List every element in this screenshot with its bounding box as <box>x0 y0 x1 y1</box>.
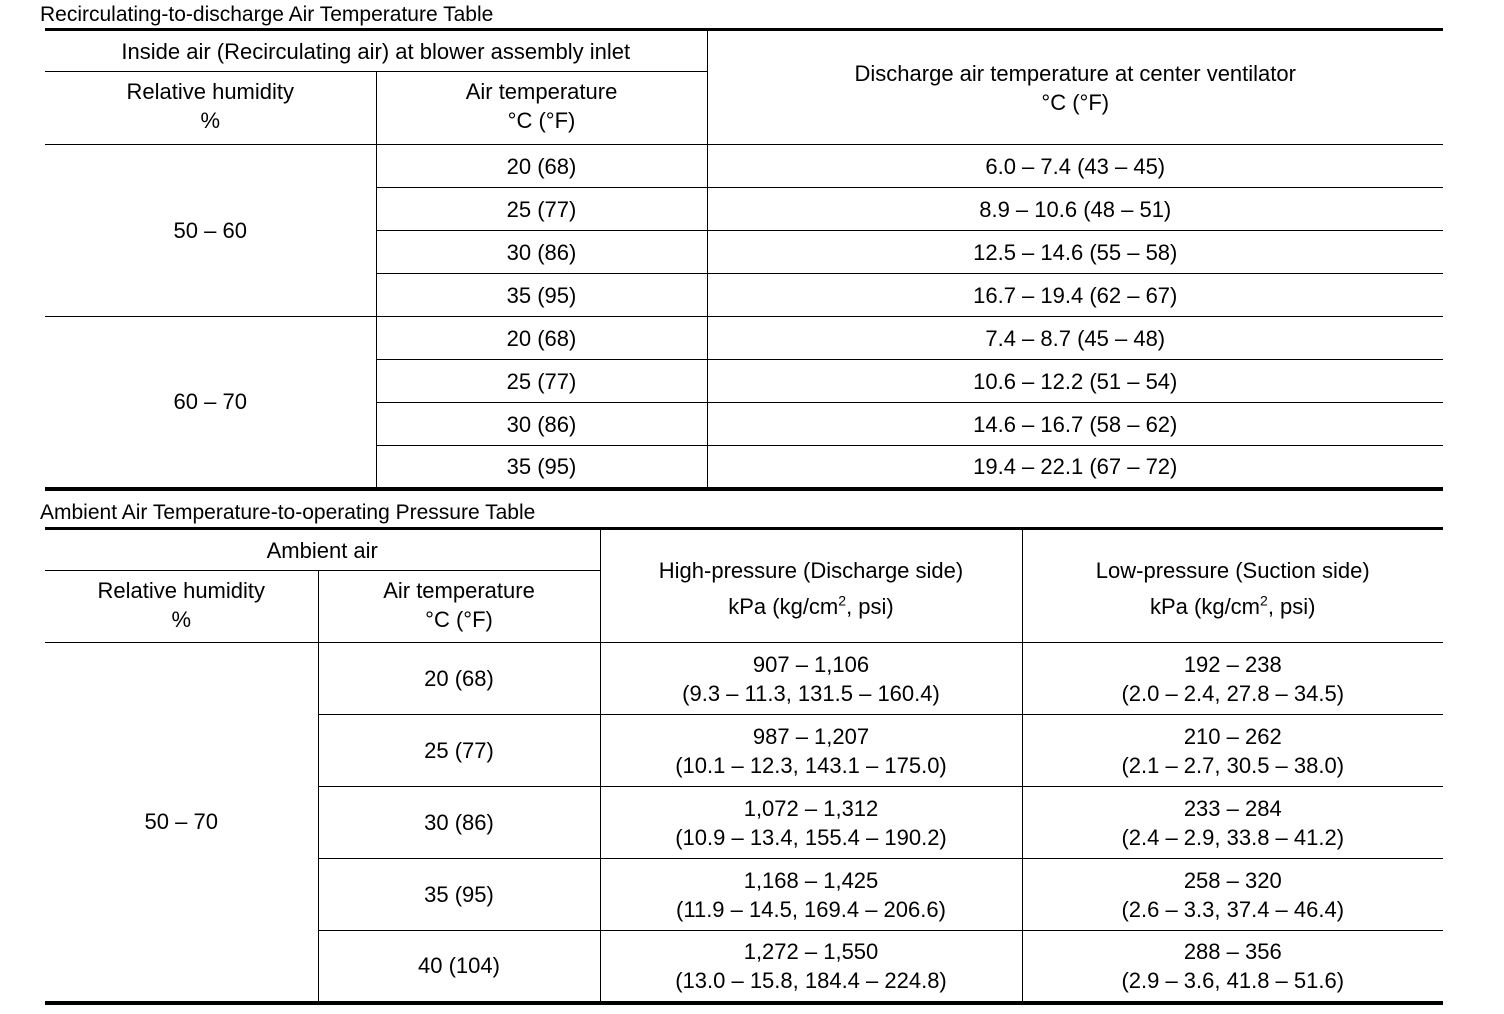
table1-rh-header <box>45 72 376 145</box>
table2-low-conv: (2.4 – 2.9, 33.8 – 41.2) <box>1121 824 1345 850</box>
table1-header-row-1 <box>45 30 1443 72</box>
unit-prefix: kPa (kg/cm <box>728 594 839 619</box>
table2-high-cell <box>600 931 1022 1003</box>
table2-high-header-unit <box>601 589 1022 625</box>
table2-low-cell <box>1022 643 1443 715</box>
table2-high-cell <box>600 787 1022 859</box>
unit-superscript: 2 <box>838 592 847 609</box>
table2-high-conv: (10.1 – 12.3, 143.1 – 175.0) <box>675 752 947 778</box>
table1-rh-header-label: Relative humidity <box>126 79 294 104</box>
table2-low-conv: (2.1 – 2.7, 30.5 – 38.0) <box>1121 752 1345 778</box>
table1-discharge-cell: 10.6 – 12.2 (51 – 54) <box>707 360 1443 403</box>
table2-low-kpa: 210 – 262 <box>1183 723 1282 749</box>
table2-low-conv: (2.9 – 3.6, 41.8 – 51.6) <box>1121 967 1345 993</box>
table2-high-cell <box>600 643 1022 715</box>
table2-low-cell <box>1022 931 1443 1003</box>
table2-temp-cell: 30 (86) <box>318 787 600 859</box>
table2-high-conv: (11.9 – 14.5, 169.4 – 206.6) <box>676 896 946 922</box>
table1-group-header: Inside air (Recirculating air) at blower assembly inlet <box>45 30 707 72</box>
table2-low-cell <box>1022 787 1443 859</box>
table2-high-header-label: High-pressure (Discharge side) <box>658 558 964 583</box>
table2-caption: Ambient Air Temperature-to-operating Pressure Table <box>40 501 536 524</box>
table2-low-kpa: 192 – 238 <box>1183 651 1282 677</box>
table2-high-kpa: 1,272 – 1,550 <box>743 938 879 964</box>
table2-high-cell <box>600 715 1022 787</box>
table2-header-row-1 <box>45 529 1443 571</box>
table1-discharge-cell: 19.4 – 22.1 (67 – 72) <box>707 446 1443 489</box>
table-row <box>45 317 1443 360</box>
table2-high-conv: (10.9 – 13.4, 155.4 – 190.2) <box>675 824 947 850</box>
table2-high-kpa: 1,168 – 1,425 <box>743 867 879 893</box>
table-row <box>45 643 1443 715</box>
table1-discharge-cell: 6.0 – 7.4 (43 – 45) <box>707 145 1443 188</box>
table2-rh-header-unit: % <box>171 607 192 632</box>
recirculating-discharge-table <box>45 28 1443 491</box>
unit-superscript: 2 <box>1260 592 1268 609</box>
table2-low-cell <box>1022 715 1443 787</box>
table2-high-kpa: 1,072 – 1,312 <box>743 795 879 821</box>
table1-rh-cell: 50 – 60 <box>45 145 376 317</box>
table1-temp-cell: 25 (77) <box>376 360 707 403</box>
table1-discharge-header-unit: °C (°F) <box>1041 89 1110 115</box>
table2-low-header-label: Low-pressure (Suction side) <box>1095 558 1370 583</box>
table2-high-kpa: 987 – 1,207 <box>752 723 870 749</box>
table2-group-header: Ambient air <box>45 529 600 571</box>
table1-air-temp-header <box>376 72 707 145</box>
table1-temp-cell: 30 (86) <box>376 403 707 446</box>
table2-low-header-unit <box>1023 589 1444 625</box>
table1-air-temp-header-label: Air temperature <box>465 79 618 104</box>
table1-discharge-cell: 16.7 – 19.4 (62 – 67) <box>707 274 1443 317</box>
table1-discharge-cell: 14.6 – 16.7 (58 – 62) <box>707 403 1443 446</box>
table2-rh-header <box>45 571 318 643</box>
table2-air-temp-header-unit: °C (°F) <box>425 607 493 632</box>
table1-rh-header-unit: % <box>200 108 221 133</box>
unit-suffix: , psi) <box>1267 594 1316 619</box>
table2-air-temp-header-label: Air temperature <box>383 578 535 603</box>
table1-temp-cell: 20 (68) <box>376 145 707 188</box>
table2-temp-cell: 20 (68) <box>318 643 600 715</box>
table2-low-cell <box>1022 859 1443 931</box>
table1-air-temp-header-unit: °C (°F) <box>507 108 576 133</box>
table2-high-cell <box>600 859 1022 931</box>
table2-low-kpa: 288 – 356 <box>1183 938 1282 964</box>
table2-low-kpa: 233 – 284 <box>1183 795 1282 821</box>
table1-discharge-cell: 7.4 – 8.7 (45 – 48) <box>707 317 1443 360</box>
table2-rh-cell: 50 – 70 <box>45 643 318 1003</box>
table2-air-temp-header <box>318 571 600 643</box>
table1-temp-cell: 25 (77) <box>376 188 707 231</box>
table1-temp-cell: 35 (95) <box>376 274 707 317</box>
table2-low-conv: (2.0 – 2.4, 27.8 – 34.5) <box>1121 680 1345 706</box>
table2-high-conv: (9.3 – 11.3, 131.5 – 160.4) <box>682 680 940 706</box>
table2-rh-header-label: Relative humidity <box>97 578 265 603</box>
unit-suffix: , psi) <box>846 594 894 619</box>
table2-low-kpa: 258 – 320 <box>1183 867 1282 893</box>
table1-discharge-header-label: Discharge air temperature at center ventilator <box>854 60 1296 86</box>
table2-low-conv: (2.6 – 3.3, 37.4 – 46.4) <box>1121 896 1345 922</box>
table1-rh-cell: 60 – 70 <box>45 317 376 489</box>
table2-temp-cell: 25 (77) <box>318 715 600 787</box>
table1-discharge-cell: 12.5 – 14.6 (55 – 58) <box>707 231 1443 274</box>
table1-discharge-header <box>707 30 1443 145</box>
table2-high-kpa: 907 – 1,106 <box>752 651 870 677</box>
ambient-pressure-table <box>45 527 1443 1005</box>
table2-temp-cell: 40 (104) <box>318 931 600 1003</box>
table1-discharge-cell: 8.9 – 10.6 (48 – 51) <box>707 188 1443 231</box>
table1-caption: Recirculating-to-discharge Air Temperature Table <box>40 3 494 26</box>
table1-temp-cell: 35 (95) <box>376 446 707 489</box>
table1-temp-cell: 20 (68) <box>376 317 707 360</box>
table2-high-header <box>600 529 1022 643</box>
table2-temp-cell: 35 (95) <box>318 859 600 931</box>
table2-low-header <box>1022 529 1443 643</box>
unit-prefix: kPa (kg/cm <box>1149 594 1261 619</box>
table1-temp-cell: 30 (86) <box>376 231 707 274</box>
table-row <box>45 145 1443 188</box>
table2-high-conv: (13.0 – 15.8, 184.4 – 224.8) <box>675 967 947 993</box>
